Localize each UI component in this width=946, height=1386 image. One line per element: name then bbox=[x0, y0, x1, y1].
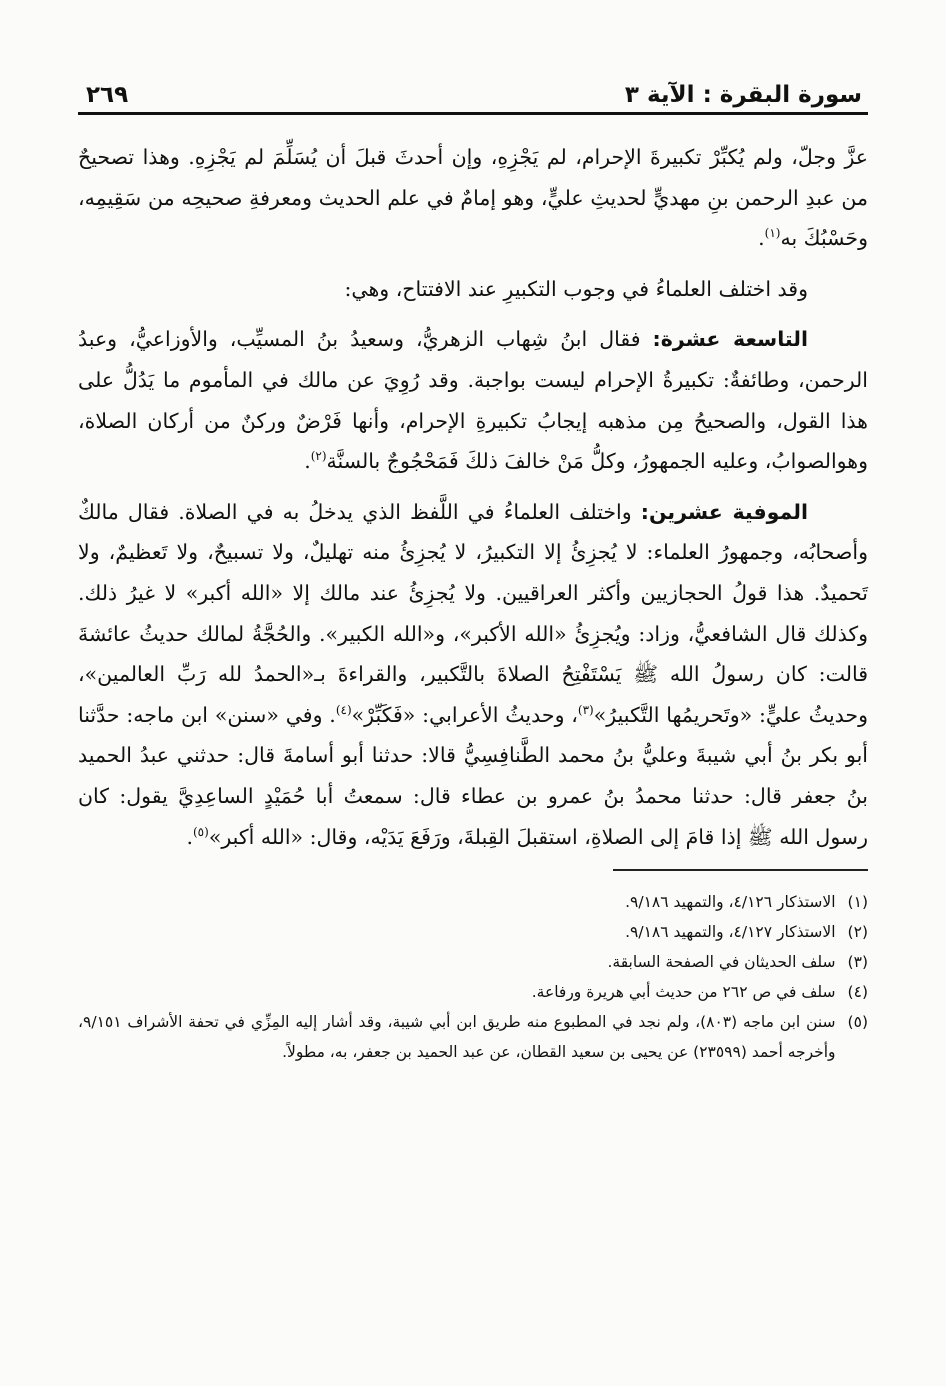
footnote-ref-1: (١) bbox=[764, 226, 781, 241]
running-header bbox=[78, 82, 868, 110]
footnote-number: (٣) bbox=[847, 953, 868, 972]
footnote-text: سلف الحديثان في الصفحة السابقة. bbox=[607, 953, 836, 972]
paragraph-20th-text-c: . وفي «سنن» ابن ماجه: حدَّثنا أبو بكر بنُ أبي شيبةَ وعليُّ بنُ محمد الطَّنافِسِيُّ قالا: حدثنا أبو أسامةَ قال: حدثني عبدُ الحميد بنُ جعفر قال: حدثنا محمدُ بنُ عمرو بن عطاء قال: سمعتُ أبا حُمَيْدٍ الساعِدِيَّ يقول: كان رسول الله ﷺ إذا قامَ إلى الصلاةِ، استقبلَ القِبلةَ، ورَفَعَ يَدَيْه، وقال: «الله أكبر» bbox=[78, 702, 868, 849]
paragraph-20th-end: . bbox=[186, 824, 193, 849]
issue-heading-20: الموفية عشرين: bbox=[640, 499, 809, 524]
paragraph-19th-end: . bbox=[304, 449, 311, 474]
paragraph-2-text: وقد اختلف العلماءُ في وجوب التكبيرِ عند الافتتاح، وهي: bbox=[344, 276, 808, 301]
footnote-ref-5: (٥) bbox=[192, 824, 209, 839]
paragraph-20th-issue bbox=[78, 492, 868, 857]
paragraph-2 bbox=[78, 269, 868, 310]
footnote-number: (١) bbox=[847, 893, 868, 912]
main-text bbox=[78, 137, 868, 857]
page-number: ٢٦٩ bbox=[86, 82, 129, 108]
header-rule bbox=[78, 112, 868, 115]
footnote bbox=[78, 947, 868, 977]
footnote bbox=[78, 887, 868, 917]
footnote-ref-3: (٣) bbox=[577, 702, 594, 717]
issue-heading-19: التاسعة عشرة: bbox=[652, 327, 809, 352]
footnote-ref-4: (٤) bbox=[335, 702, 352, 717]
paragraph-1-end: . bbox=[758, 226, 765, 251]
paragraph-20th-text-a: واختلف العلماءُ في اللَّفظ الذي يدخلُ به في الصلاة. فقال مالكٌ وأصحابُه، وجمهورُ العلماء: لا يُجزِئُ إلا التكبيرُ، لا يُجزِئُ منه تهليلٌ، ولا تسبيحٌ، ولا تَعظيمٌ، ولا تَحميدٌ. هذا قولُ الحجازيين وأكثر العراقيين. ولا يُجزِئُ عند مالك إلا «الله أكبر» لا غيرُ ذلك. وكذلك قال الشافعيُّ، وزاد: ويُجزِئُ «الله الأكبر»، و«الله الكبير». والحُجَّةُ لمالك حديثُ عائشةَ قالت: كان رسولُ الله ﷺ يَسْتَفْتِحُ الصلاةَ بالتَّكبير، والقراءةَ بـ«الحمدُ لله رَبِّ العالمين»، وحديثُ عليٍّ: «وتَحريمُها التَّكبيرُ» bbox=[78, 499, 868, 727]
footnotes bbox=[78, 887, 868, 1067]
footnote-separator bbox=[613, 869, 868, 871]
footnote-text: سلف في ص ٢٦٢ من حديث أبي هريرة ورفاعة. bbox=[531, 983, 836, 1002]
footnote bbox=[78, 977, 868, 1007]
paragraph-19th-text: فقال ابنُ شِهاب الزهريُّ، وسعيدُ بنُ المسيِّب، والأوزاعيُّ، وعبدُ الرحمن، وطائفةٌ: تكبيرةُ الإحرام ليست بواجبة. وقد رُوِيَ عن مالك في المأموم ما يَدُلُّ على هذا القول، والصحيحُ مِن مذهبه إيجابُ تكبيرةِ الإحرام، وأنها فَرْضٌ وركنٌ من أركان الصلاة، وهوالصوابُ، وعليه الجمهورُ، وكلُّ مَنْ خالفَ ذلكَ فَمَحْجُوجٌ بالسنَّة bbox=[78, 327, 868, 474]
footnote bbox=[78, 1007, 868, 1067]
paragraph-20th-text-b: ، وحديثُ الأعرابي: «فَكَبِّرْ» bbox=[351, 702, 578, 727]
footnote-text: سنن ابن ماجه (٨٠٣)، ولم نجد في المطبوع منه طريق ابن أبي شيبة، وقد أشار إليه المِزِّي في تحفة الأشراف ٩/١٥١، وأخرجه أحمد (٢٣٥٩٩) عن يحيى بن سعيد القطان، عن عبد الحميد بن جعفر، به، مطولاً. bbox=[78, 1013, 836, 1062]
paragraph-19th-issue bbox=[78, 319, 868, 481]
footnote-text: الاستذكار ٤/١٢٦، والتمهيد ٩/١٨٦. bbox=[625, 893, 836, 912]
paragraph-1-text: عزَّ وجلّ، ولم يُكبِّرْ تكبيرةَ الإحرام، لم يَجْزِهِ، وإن أحدثَ قبلَ أن يُسَلِّمَ لم يَجْزِهِ. وهذا تصحيحٌ من عبدِ الرحمن بنِ مهديٍّ لحديثِ عليٍّ، وهو إمامٌ في علم الحديث ومعرفةِ صحيحِه من سَقِيمِه، وحَسْبُكَ به bbox=[78, 145, 868, 251]
footnote-ref-2: (٢) bbox=[310, 449, 327, 464]
footnote-text: الاستذكار ٤/١٢٧، والتمهيد ٩/١٨٦. bbox=[625, 923, 836, 942]
footnote-number: (٥) bbox=[847, 1013, 868, 1032]
paragraph-1 bbox=[78, 137, 868, 259]
footnote-number: (٤) bbox=[847, 983, 868, 1002]
running-title: سورة البقرة : الآية ٣ bbox=[624, 82, 862, 108]
footnote-number: (٢) bbox=[847, 923, 868, 942]
footnote bbox=[78, 917, 868, 947]
